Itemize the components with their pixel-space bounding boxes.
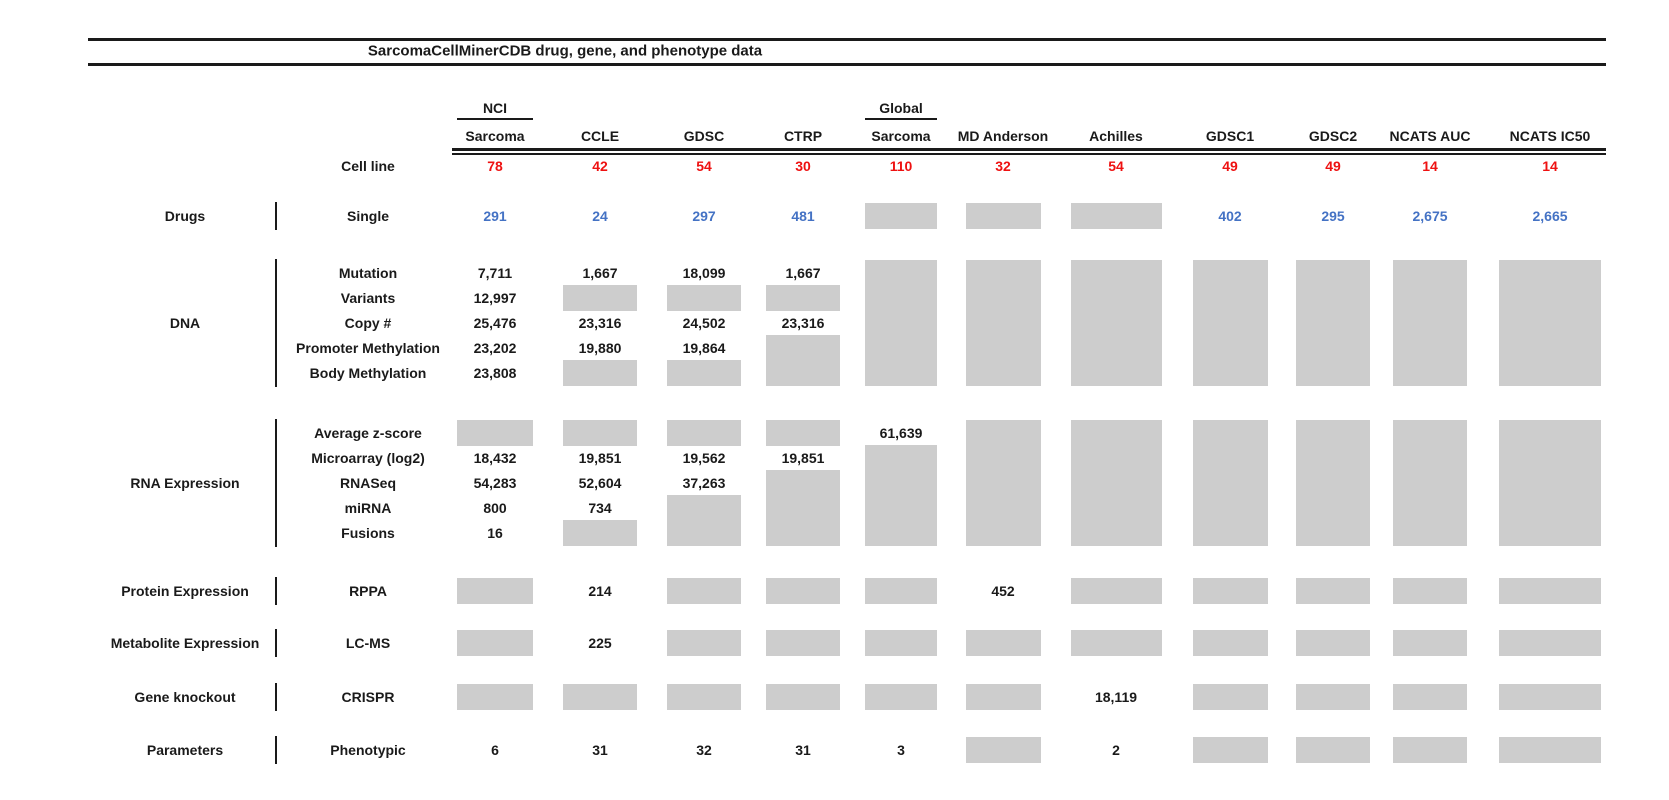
section-divider-bar xyxy=(275,683,277,711)
data-cell: 6 xyxy=(491,742,499,758)
section-divider-bar xyxy=(275,629,277,657)
column-header-0: Sarcoma xyxy=(465,128,525,144)
no-data-box xyxy=(1393,260,1467,386)
row-label: Variants xyxy=(340,290,396,306)
no-data-box xyxy=(966,420,1041,546)
column-header-5: MD Anderson xyxy=(957,128,1049,144)
data-cell: 24 xyxy=(592,208,608,224)
no-data-box xyxy=(1071,578,1162,604)
no-data-box xyxy=(563,420,637,446)
data-cell: 23,316 xyxy=(781,315,825,331)
column-header-top-0: NCI xyxy=(482,100,508,116)
data-cell: 2 xyxy=(1112,742,1120,758)
no-data-box xyxy=(1296,578,1370,604)
no-data-box xyxy=(1499,630,1601,656)
row-label: Single xyxy=(346,208,390,224)
no-data-box xyxy=(865,260,937,386)
no-data-box xyxy=(1296,737,1370,763)
cell-line-count-2: 54 xyxy=(696,158,712,174)
no-data-box xyxy=(563,520,637,546)
no-data-box xyxy=(563,285,637,311)
column-header-6: Achilles xyxy=(1089,128,1143,144)
no-data-box xyxy=(1499,578,1601,604)
section-divider-bar xyxy=(275,259,277,387)
no-data-box xyxy=(766,285,840,311)
data-cell: 18,432 xyxy=(473,450,517,466)
cell-line-count-4: 110 xyxy=(889,158,913,174)
no-data-box xyxy=(1193,260,1268,386)
section-divider-bar xyxy=(275,202,277,230)
no-data-box xyxy=(667,285,741,311)
data-cell: 800 xyxy=(483,500,507,516)
data-cell: 16 xyxy=(487,525,503,541)
no-data-box xyxy=(563,684,637,710)
column-header-4: Sarcoma xyxy=(871,128,931,144)
data-cell: 225 xyxy=(588,635,612,651)
data-cell: 1,667 xyxy=(582,265,618,281)
data-cell: 734 xyxy=(588,500,612,516)
cell-line-count-9: 14 xyxy=(1422,158,1438,174)
no-data-box xyxy=(966,684,1041,710)
no-data-box xyxy=(1296,684,1370,710)
no-data-box xyxy=(1071,420,1162,546)
row-label: CRISPR xyxy=(341,689,395,705)
data-cell: 19,851 xyxy=(781,450,825,466)
no-data-box xyxy=(667,360,741,386)
no-data-box xyxy=(1193,578,1268,604)
no-data-box xyxy=(1499,684,1601,710)
no-data-box xyxy=(865,684,937,710)
no-data-box xyxy=(1193,630,1268,656)
row-label: Promoter Methylation xyxy=(296,340,440,356)
category-label: Gene knockout xyxy=(134,689,236,705)
data-cell: 3 xyxy=(897,742,905,758)
row-label: Fusions xyxy=(341,525,395,541)
data-cell: 24,502 xyxy=(682,315,726,331)
category-label: RNA Expression xyxy=(130,475,240,491)
header-group-underline-4 xyxy=(865,118,937,120)
cell-line-count-8: 49 xyxy=(1325,158,1341,174)
no-data-box xyxy=(457,684,533,710)
data-cell: 295 xyxy=(1321,208,1345,224)
data-cell: 31 xyxy=(592,742,608,758)
category-label: Drugs xyxy=(164,208,206,224)
column-header-9: NCATS AUC xyxy=(1389,128,1471,144)
row-label: Body Methylation xyxy=(309,365,427,381)
no-data-box xyxy=(1296,420,1370,546)
category-label: Parameters xyxy=(146,742,224,758)
cell-line-count-6: 54 xyxy=(1108,158,1124,174)
no-data-box xyxy=(457,578,533,604)
data-cell: 12,997 xyxy=(473,290,517,306)
no-data-box xyxy=(667,630,741,656)
no-data-box xyxy=(1393,737,1467,763)
data-cell: 23,316 xyxy=(578,315,622,331)
data-cell: 291 xyxy=(483,208,507,224)
data-cell: 37,263 xyxy=(682,475,726,491)
header-group-underline-0 xyxy=(457,118,533,120)
cell-line-count-5: 32 xyxy=(995,158,1011,174)
no-data-box xyxy=(1296,260,1370,386)
column-header-top-4: Global xyxy=(879,100,923,116)
no-data-box xyxy=(1193,684,1268,710)
data-cell: 18,119 xyxy=(1094,689,1138,705)
cell-line-count-3: 30 xyxy=(795,158,811,174)
no-data-box xyxy=(667,420,741,446)
no-data-box xyxy=(966,630,1041,656)
title-rule-bottom xyxy=(88,63,1606,66)
row-label: Average z-score xyxy=(314,425,422,441)
no-data-box xyxy=(667,578,741,604)
no-data-box xyxy=(1393,578,1467,604)
data-cell: 452 xyxy=(991,583,1015,599)
category-label: DNA xyxy=(169,315,201,331)
cell-line-count-10: 14 xyxy=(1542,158,1558,174)
no-data-box xyxy=(1071,260,1162,386)
column-header-1: CCLE xyxy=(580,128,620,144)
no-data-box xyxy=(457,630,533,656)
category-label: Protein Expression xyxy=(121,583,249,599)
data-cell: 2,665 xyxy=(1532,208,1568,224)
row-label: Phenotypic xyxy=(330,742,406,758)
no-data-box xyxy=(457,420,533,446)
data-cell: 402 xyxy=(1218,208,1242,224)
data-cell: 31 xyxy=(795,742,811,758)
category-label: Metabolite Expression xyxy=(110,635,260,651)
no-data-box xyxy=(667,684,741,710)
no-data-box xyxy=(563,360,637,386)
data-cell: 19,562 xyxy=(682,450,726,466)
column-header-7: GDSC1 xyxy=(1205,128,1255,144)
figure-title: SarcomaCellMinerCDB drug, gene, and phenotype data xyxy=(367,42,763,60)
no-data-box xyxy=(1499,260,1601,386)
no-data-box xyxy=(1499,420,1601,546)
header-double-rule-bottom xyxy=(452,153,1606,155)
row-label: LC-MS xyxy=(345,635,391,651)
data-cell: 481 xyxy=(791,208,815,224)
row-label: Copy # xyxy=(344,315,392,331)
row-label: Microarray (log2) xyxy=(311,450,425,466)
no-data-box xyxy=(766,335,840,386)
data-cell: 19,880 xyxy=(578,340,622,356)
no-data-box xyxy=(1499,737,1601,763)
data-cell: 54,283 xyxy=(473,475,517,491)
no-data-box xyxy=(865,578,937,604)
no-data-box xyxy=(865,630,937,656)
section-divider-bar xyxy=(275,736,277,764)
no-data-box xyxy=(865,203,937,229)
no-data-box xyxy=(766,470,840,546)
no-data-box xyxy=(1393,420,1467,546)
no-data-box xyxy=(1071,630,1162,656)
data-cell: 2,675 xyxy=(1412,208,1448,224)
data-cell: 1,667 xyxy=(785,265,821,281)
data-cell: 19,851 xyxy=(578,450,622,466)
row-label: miRNA xyxy=(344,500,392,516)
data-cell: 7,711 xyxy=(477,265,513,281)
data-cell: 52,604 xyxy=(578,475,622,491)
no-data-box xyxy=(667,495,741,546)
no-data-box xyxy=(766,578,840,604)
no-data-box xyxy=(1393,630,1467,656)
section-divider-bar xyxy=(275,577,277,605)
no-data-box xyxy=(766,684,840,710)
no-data-box xyxy=(1296,630,1370,656)
data-cell: 61,639 xyxy=(879,425,923,441)
no-data-box xyxy=(1193,420,1268,546)
data-cell: 32 xyxy=(696,742,712,758)
section-divider-bar xyxy=(275,419,277,547)
column-header-2: GDSC xyxy=(683,128,725,144)
row-label: RPPA xyxy=(349,583,387,599)
column-header-10: NCATS IC50 xyxy=(1509,128,1591,144)
cell-line-count-1: 42 xyxy=(592,158,608,174)
no-data-box xyxy=(766,630,840,656)
cell-line-count-0: 78 xyxy=(487,158,503,174)
no-data-box xyxy=(1193,737,1268,763)
data-cell: 25,476 xyxy=(473,315,517,331)
no-data-box xyxy=(966,737,1041,763)
data-cell: 297 xyxy=(692,208,716,224)
column-header-3: CTRP xyxy=(783,128,823,144)
cell-line-label: Cell line xyxy=(341,158,395,174)
data-cell: 214 xyxy=(588,583,612,599)
row-label: RNASeq xyxy=(339,475,397,491)
data-cell: 18,099 xyxy=(682,265,726,281)
row-label: Mutation xyxy=(338,265,398,281)
no-data-box xyxy=(865,445,937,546)
no-data-box xyxy=(1393,684,1467,710)
data-cell: 23,202 xyxy=(473,340,517,356)
title-rule-top xyxy=(88,38,1606,41)
no-data-box xyxy=(966,203,1041,229)
data-cell: 23,808 xyxy=(473,365,517,381)
no-data-box xyxy=(966,260,1041,386)
no-data-box xyxy=(766,420,840,446)
cell-line-count-7: 49 xyxy=(1222,158,1238,174)
no-data-box xyxy=(1071,203,1162,229)
data-cell: 19,864 xyxy=(682,340,726,356)
column-header-8: GDSC2 xyxy=(1308,128,1358,144)
header-double-rule-top xyxy=(452,148,1606,151)
